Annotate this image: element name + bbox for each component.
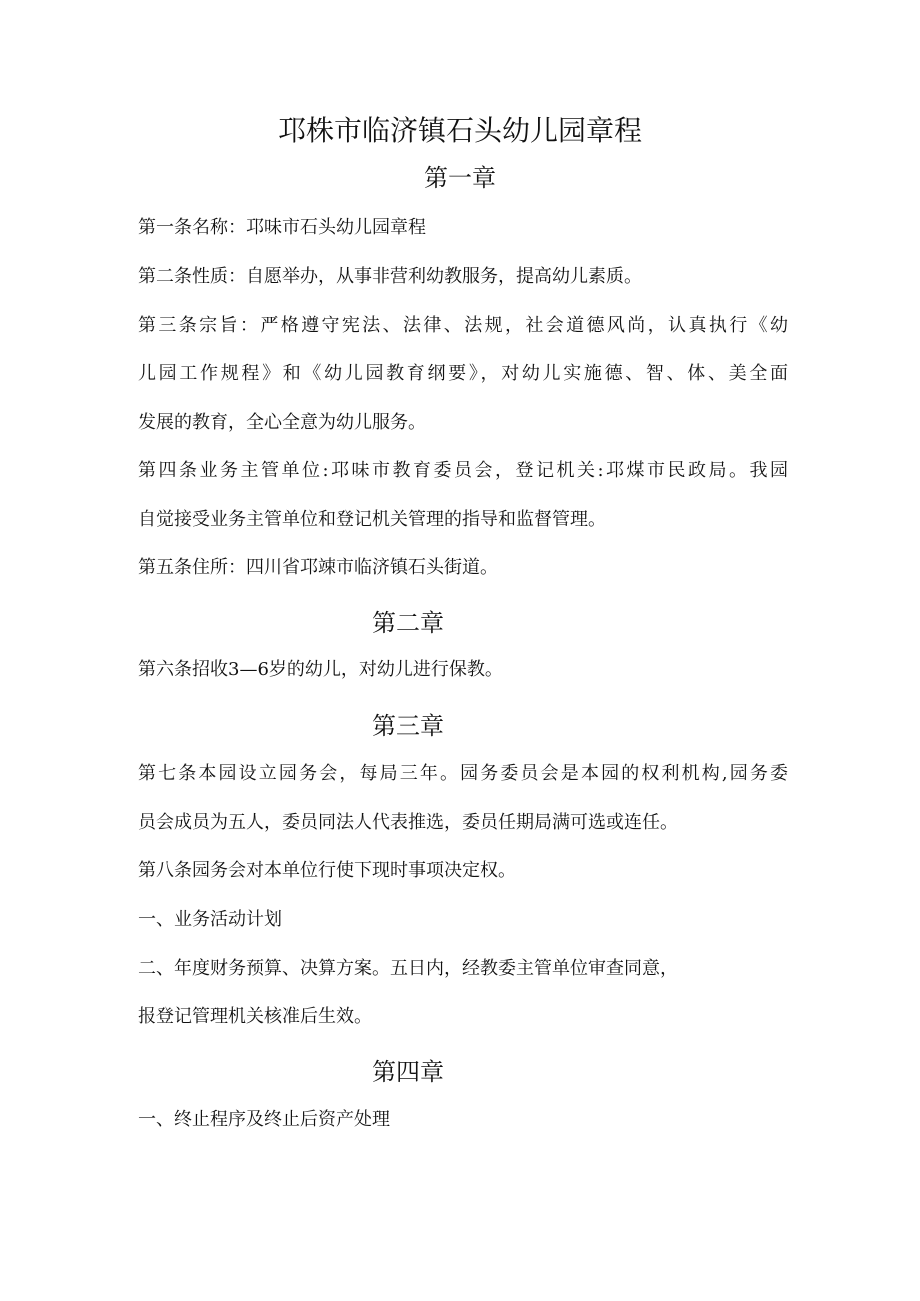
chapter-heading: 第一章: [424, 164, 496, 192]
article-line: 第三条宗旨：严格遵守宪法、法律、法规，社会道德风尚，认真执行《幼: [138, 315, 788, 336]
article-line: 第六条招收3—6岁的幼儿，对幼儿进行保教。: [138, 659, 503, 680]
list-item: 一、业务活动计划: [138, 909, 282, 930]
chapter-heading: 第二章: [372, 609, 444, 637]
document-title: 邛株市临济镇石头幼儿园章程: [277, 114, 642, 147]
list-item: 二、年度财务预算、决算方案。五日内，经教委主管单位审查同意，: [138, 958, 678, 979]
article-line: 自觉接受业务主管单位和登记机关管理的指导和监督管理。: [138, 509, 606, 530]
article-line: 报登记管理机关核准后生效。: [138, 1006, 372, 1027]
chapter-heading: 第三章: [372, 712, 444, 740]
article-line: 第四条业务主管单位:邛味市教育委员会，登记机关:邛煤市民政局。我园: [138, 460, 788, 481]
article-line: 第七条本园设立园务会，每局三年。园务委员会是本园的权利机构,园务委: [138, 763, 788, 784]
chapter-heading: 第四章: [372, 1058, 444, 1086]
article-line: 发展的教育，全心全意为幼儿服务。: [138, 412, 426, 433]
article-line: 第五条住所：四川省邛竦市临济镇石头街道。: [138, 557, 498, 578]
article-line: 员会成员为五人，委员同法人代表推选，委员任期局满可选或连任。: [138, 812, 678, 833]
article-line: 第一条名称：邛味市石头幼儿园章程: [138, 217, 426, 238]
article-line: 第二条性质：自愿举办，从事非营利幼教服务，提高幼儿素质。: [138, 266, 642, 287]
list-item: 一、终止程序及终止后资产处理: [138, 1109, 390, 1130]
article-line: 儿园工作规程》和《幼儿园教育纲要》，对幼儿实施德、智、体、美全面: [138, 363, 788, 384]
article-line: 第八条园务会对本单位行使下现时事项决定权。: [138, 860, 516, 881]
